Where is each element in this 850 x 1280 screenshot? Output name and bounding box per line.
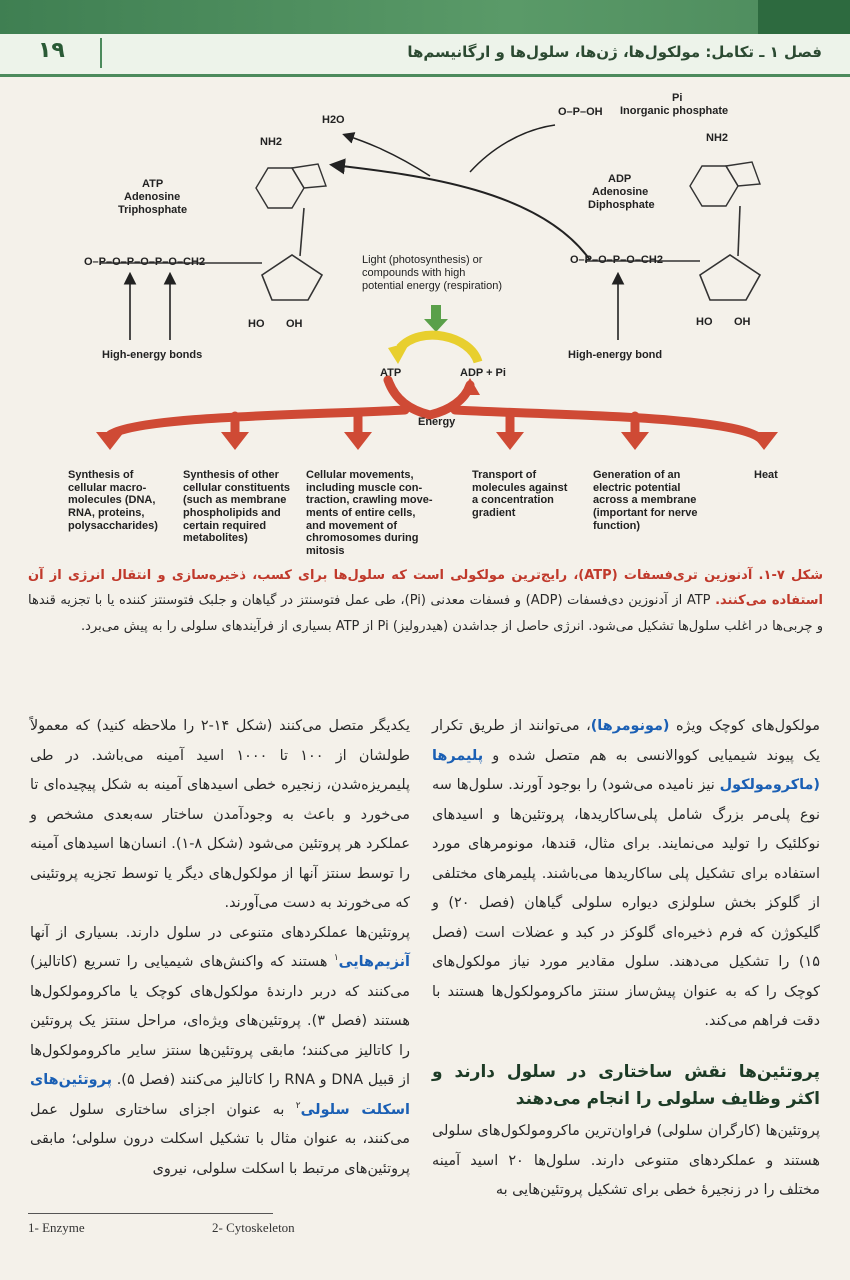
energy-tree bbox=[110, 380, 762, 440]
green-arrow-shaft bbox=[431, 305, 441, 319]
adp-name-line1: Adenosine bbox=[592, 186, 649, 198]
atp-title: ATP bbox=[142, 178, 164, 190]
atp-adenine bbox=[256, 164, 326, 208]
adp-oh-label: OH bbox=[734, 316, 751, 328]
red-arrowhead-6 bbox=[750, 432, 778, 450]
atp-ribose bbox=[262, 208, 322, 300]
pi-label: Pi bbox=[672, 92, 683, 104]
red-arrowhead-3 bbox=[344, 432, 372, 450]
yellow-cycle-arrow bbox=[400, 335, 478, 362]
water-arrow bbox=[345, 135, 430, 176]
term-monomers: (مونومرها) bbox=[590, 718, 670, 734]
paragraph-proteins: پروتئین‌ها (کارگران سلولی) فراوان‌ترین ماکرومولکول‌های سلولی هستند و عملکردهای متنوعی دارند. سلول‌ها ۲۰ اسید آمینه مختلف را در زنجیرهٔ خطی برای تشکیل پروتئین‌هایی به bbox=[432, 1123, 820, 1199]
section-heading: پروتئین‌ها نقش ساختاری در سلول دارند و اکثر وظایف سلولی را انجام می‌دهند bbox=[432, 1061, 820, 1110]
water-label: H2O bbox=[322, 114, 345, 126]
atp-oh-label: OH bbox=[286, 318, 303, 330]
adp-adenine bbox=[690, 162, 760, 206]
atp-phosphates-text: O–P–O–P–O–P–O–CH2 bbox=[84, 256, 206, 268]
atp-ho-label: HO bbox=[248, 318, 265, 330]
footnote-enzyme: 1- Enzyme bbox=[28, 1220, 85, 1235]
energy-label: Energy bbox=[418, 416, 456, 428]
footnote-divider bbox=[28, 1213, 273, 1214]
light-line1: Light (photosynthesis) or bbox=[362, 254, 483, 266]
outcome-constituents: Synthesis of other cellular constituents (such as membrane phospholipids and certain required metabolites) bbox=[183, 469, 290, 545]
outcome-movements: Cellular movements, including muscle con- traction, crawling move- ments of entire cells, and movement of chromosomes during mitosis bbox=[306, 469, 433, 557]
adp-phosphates-text: O–P–O–P–O–CH2 bbox=[570, 254, 663, 266]
red-arrowhead-5 bbox=[621, 432, 649, 450]
running-header bbox=[0, 34, 850, 77]
footnote-ref-1: ۱ bbox=[333, 953, 339, 964]
right-column bbox=[432, 712, 820, 1206]
high-energy-bond-label: High-energy bond bbox=[568, 349, 663, 361]
term-polymers: پلیمرها (ماکرومولکول bbox=[432, 747, 820, 794]
footnote-cytoskeleton: 2- Cytoskeleton bbox=[212, 1220, 295, 1235]
red-arrowhead-4 bbox=[496, 432, 524, 450]
phosphate-arrow bbox=[470, 125, 555, 172]
paragraph-protein-functions: پروتئین‌ها عملکردهای متنوعی در سلول دارند. بسیاری از آنها آنزیم‌هایی$^۱$ هستند که واکنش‌های شیمیایی را تسریع (کاتالیز) می‌کنند که دربر دارندهٔ مولکول‌های کوچک یا ماکرومولکول‌ها هستند (فصل ۳). پروتئین‌های ویژه‌ای، مراحل سنتز یک پروتئین را کاتالیز می‌کنند؛ مابقی پروتئین‌ها سنتز سایر ماکرومولکول‌ها از قبیل DNA و RNA را کاتالیز می‌کنند (فصل ۵). پروتئین‌های اسکلت سلولی$^۲$ به عنوان اجزای ساختاری سلول عمل می‌کنند، به عنوان مثال با تشکیل اسکلت درون سلولی؛ مابقی پروتئین‌های مرتبط با اسکلت سلولی، نیروی bbox=[30, 924, 411, 1177]
high-energy-bonds-label: High-energy bonds bbox=[102, 349, 203, 361]
hydrolysis-arrow bbox=[333, 165, 590, 260]
red-arrowhead-2 bbox=[221, 432, 249, 450]
caption-body: ATP از آدنوزین دی‌فسفات (ADP) و فسفات معدنی (Pi)، طی عمل فتوسنتز در گیاهان و جلبک فتوسنتز کننده یا با تجزیه قندها و چربی‌ها در اغلب سلول‌ها تشکیل می‌شود. انرژی حاصل از جداشدن (هیدرولیز) Pi از ATP بسیاری از فرآیندهای سلولی را به پیش می‌برد. bbox=[28, 593, 823, 634]
cycle-adp-label: ADP + Pi bbox=[460, 367, 506, 379]
left-column bbox=[30, 712, 410, 1185]
chapter-title: فصل ۱ ـ تکامل: مولکول‌ها، ژن‌ها، سلول‌ها و ارگانیسم‌ها bbox=[407, 43, 822, 61]
adp-ho-label: HO bbox=[696, 316, 713, 328]
outcome-transport: Transport of molecules against a concentration gradient bbox=[472, 469, 568, 519]
term-enzymes: آنزیم‌هایی bbox=[338, 954, 410, 971]
outcome-electric-potential: Generation of an electric potential across a membrane (important for nerve function) bbox=[593, 469, 698, 532]
top-corner-block bbox=[758, 0, 850, 34]
outcome-macromolecules: Synthesis of cellular macro- molecules (DNA, RNA, proteins, polysaccharides) bbox=[68, 469, 158, 532]
adp-ribose bbox=[700, 206, 760, 300]
adp-name-line2: Diphosphate bbox=[588, 199, 655, 211]
atp-name-line1: Adenosine bbox=[124, 191, 181, 203]
adp-title: ADP bbox=[608, 173, 632, 185]
atp-name-line2: Triphosphate bbox=[118, 204, 188, 216]
top-color-band bbox=[0, 0, 850, 34]
outcome-heat: Heat bbox=[754, 469, 778, 481]
figure-caption bbox=[28, 563, 823, 639]
caption-lead: شکل ۷-۱. آدنوزین تری‌فسفات (ATP)، رایج‌ترین مولکولی است که سلول‌ها برای کسب، ذخیره‌سازی و انتقال انرژی از آن استفاده می‌کنند. bbox=[28, 568, 824, 609]
green-arrow-head bbox=[424, 319, 448, 332]
inorganic-phosphate-label: Inorganic phosphate bbox=[620, 105, 729, 117]
header-divider bbox=[100, 38, 102, 68]
adp-amine-label: NH2 bbox=[706, 132, 729, 144]
yellow-arrow-head bbox=[388, 342, 410, 364]
page-number: ۱۹ bbox=[38, 38, 65, 63]
footnote-ref-2: ۲ bbox=[295, 1101, 301, 1112]
phosphate-group-label: O–P–OH bbox=[558, 106, 603, 118]
red-head-up bbox=[460, 378, 480, 395]
atp-amine-label: NH2 bbox=[260, 136, 283, 148]
red-arrowhead-1 bbox=[96, 432, 124, 450]
paragraph-monomers: مولکول‌های کوچک ویژه (مونومرها)، می‌توانند از طریق تکرار یک پیوند شیمیایی کووالانسی به هم متصل شده و پلیمرها (ماکرومولکول نیز نامیده می‌شود) را بوجود آورند. سلول‌ها سه نوع پلی‌مر بزرگ شامل پلی‌ساکاریدها، پروتئین‌ها و اسیدهای نوکلئیک را تولید می‌نمایند. برای مثال، قندها، مونومرهای مورد استفاده برای تشکیل پلی ساکاریدها می‌باشند. پلیمرهای مختلفی از گلوکز بخش سلولزی دیواره سلولی گیاهان (فصل ۲۰) و گلیکوژن که فرم ذخیره‌ای گلوکز در کبد و عضلات است (فصل ۱۵) را تشکیل می‌دهند. سلول مقادیر مورد نیاز مولکول‌های کوچک را که به عنوان پیش‌ساز سنتز ماکرومولکول‌ها هستند با دقت فراهم می‌کند. bbox=[432, 718, 820, 1030]
atp-figure bbox=[0, 80, 850, 560]
paragraph-amino-acids: یکدیگر متصل می‌کنند (شکل ۱۴-۲ را ملاحظه کنید) که معمولاً طولشان از ۱۰۰ تا ۱۰۰۰ اسید آمینه می‌باشد. در طی پلیمریزه‌شدن، زنجیره خطی اسیدهای آمینه به شکل پیچیده‌ای تا می‌خورد و باعث به وجودآمدن ساختار سه‌بعدی مشخص و عملکرد هر پروتئین می‌شود (شکل ۸-۱). انسان‌ها اسیدهای آمینه را توسط سنتز آنها از مولکول‌های دیگر یا توسط تجزیه پروتئینی که می‌خورند به دست می‌آورند. bbox=[30, 718, 410, 912]
light-line3: potential energy (respiration) bbox=[362, 280, 503, 292]
light-line2: compounds with high bbox=[362, 267, 466, 279]
cycle-atp-label: ATP bbox=[380, 367, 402, 379]
term-cytoskeleton: پروتئین‌های اسکلت سلولی bbox=[30, 1072, 410, 1118]
